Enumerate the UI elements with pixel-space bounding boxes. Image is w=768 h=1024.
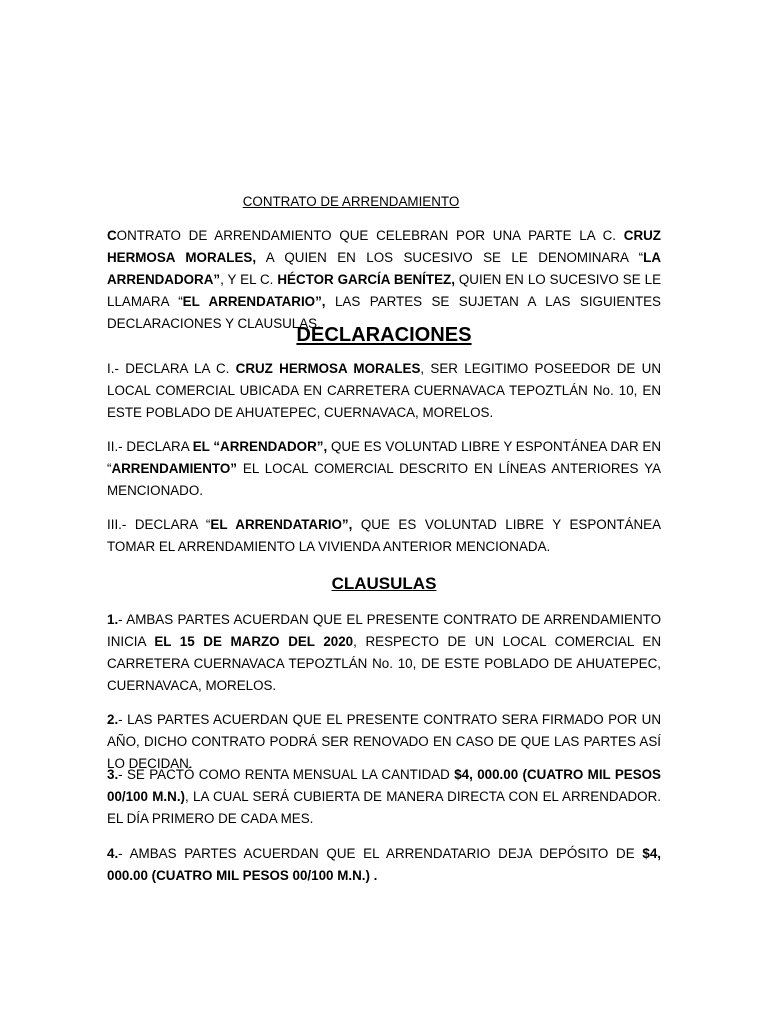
bold-text-run: EL ARRENDATARIO”, [210,517,353,532]
bold-text-run: $4, 000.00 (CUATRO MIL PESOS 00/100 M.N.) [107,767,661,804]
clauses-heading: CLAUSULAS [331,574,437,593]
bold-text-run: ARRENDAMIENTO” [111,461,237,476]
declaration-1 [107,358,661,424]
text-run: ONTRATO DE ARRENDAMIENTO QUE CELEBRAN POR UNA PARTE LA C. [116,228,624,243]
declaration-3 [107,514,661,558]
text-run: , SER LEGITIMO POSEEDOR DE UN LOCAL COMERCIAL UBICADA EN CARRETERA CUERNAVACA TEPOZTLÁN No. 10, EN ESTE POBLADO DE AHUATEPEC, CUERNAVACA, MORELOS. [107,361,662,420]
document-title: CONTRATO DE ARRENDAMIENTO [242,194,460,209]
text-run: - SE PACTÓ COMO RENTA MENSUAL LA CANTIDAD [118,767,455,782]
text-run: , LA CUAL SERÁ CUBIERTA DE MANERA DIRECTA CON EL ARRENDADOR. EL DÍA PRIMERO DE CADA MES. [107,789,661,826]
text-run: I.- DECLARA LA C. [107,361,236,376]
text-run: QUIEN EN LO SUCESIVO SE LE LLAMARA “ [107,272,662,309]
text-run: III.- DECLARA “ [107,517,211,532]
bold-text-run: HÉCTOR GARCÍA BENÍTEZ, [277,272,455,287]
text-run: - AMBAS PARTES ACUERDAN QUE EL ARRENDATARIO DEJA DEPÓSITO DE [118,846,643,861]
text-run: , Y EL C. [220,272,278,287]
text-run: QUE ES VOLUNTAD LIBRE Y ESPONTÁNEA TOMAR EL ARRENDAMIENTO LA VIVIENDA ANTERIOR MENCIONADA. [107,517,662,554]
bold-text-run: 1. [107,612,119,627]
clause-4 [107,843,661,887]
clause-3 [107,764,661,830]
text-run: - AMBAS PARTES ACUERDAN QUE EL PRESENTE CONTRATO DE ARRENDAMIENTO INICIA [107,612,661,649]
bold-text-run: EL ARRENDATARIO”, [182,294,326,309]
bold-text-run: LA ARRENDADORA” [107,250,662,287]
declaration-2 [107,436,661,502]
text-run: , RESPECTO DE UN LOCAL COMERCIAL EN CARRETERA CUERNAVACA TEPOZTLÁN No. 10, DE ESTE POBLADO DE AHUATEPEC, CUERNAVACA, MORELOS. [107,634,661,693]
bold-text-run: EL 15 DE MARZO DEL 2020 [154,634,354,649]
text-run: LAS PARTES SE SUJETAN A LAS SIGUIENTES DECLARACIONES Y CLAUSULAS. [107,294,661,331]
text-run: II.- DECLARA [107,439,193,454]
bold-text-run: 3. [107,767,119,782]
text-run: EL LOCAL COMERCIAL DESCRITO EN LÍNEAS ANTERIORES YA MENCIONADO. [107,461,661,498]
text-run: A QUIEN EN LOS SUCESIVO SE LE DENOMINARA “ [256,250,644,265]
text-run: - LAS PARTES ACUERDAN QUE EL PRESENTE CONTRATO SERA FIRMADO POR UN AÑO, DICHO CONTRATO PODRÁ SER RENOVADO EN CASO DE QUE LAS PARTES ASÍ LO DECIDAN. [107,712,661,771]
bold-text-run: 2. [107,712,119,727]
intro-paragraph [107,225,661,335]
bold-text-run: EL “ARRENDADOR”, [192,439,328,454]
text-run: QUE ES VOLUNTAD LIBRE Y ESPONTÁNEA DAR EN “ [107,439,661,476]
declarations-heading: DECLARACIONES [296,324,472,346]
bold-text-run: $4, 000.00 (CUATRO MIL PESOS 00/100 M.N.) . [107,846,661,883]
clause-1 [107,609,661,697]
bold-text-run: CRUZ HERMOSA MORALES [235,361,421,376]
bold-text-run: C [107,228,117,243]
bold-text-run: 4. [107,846,119,861]
bold-text-run: CRUZ HERMOSA MORALES, [107,228,661,265]
